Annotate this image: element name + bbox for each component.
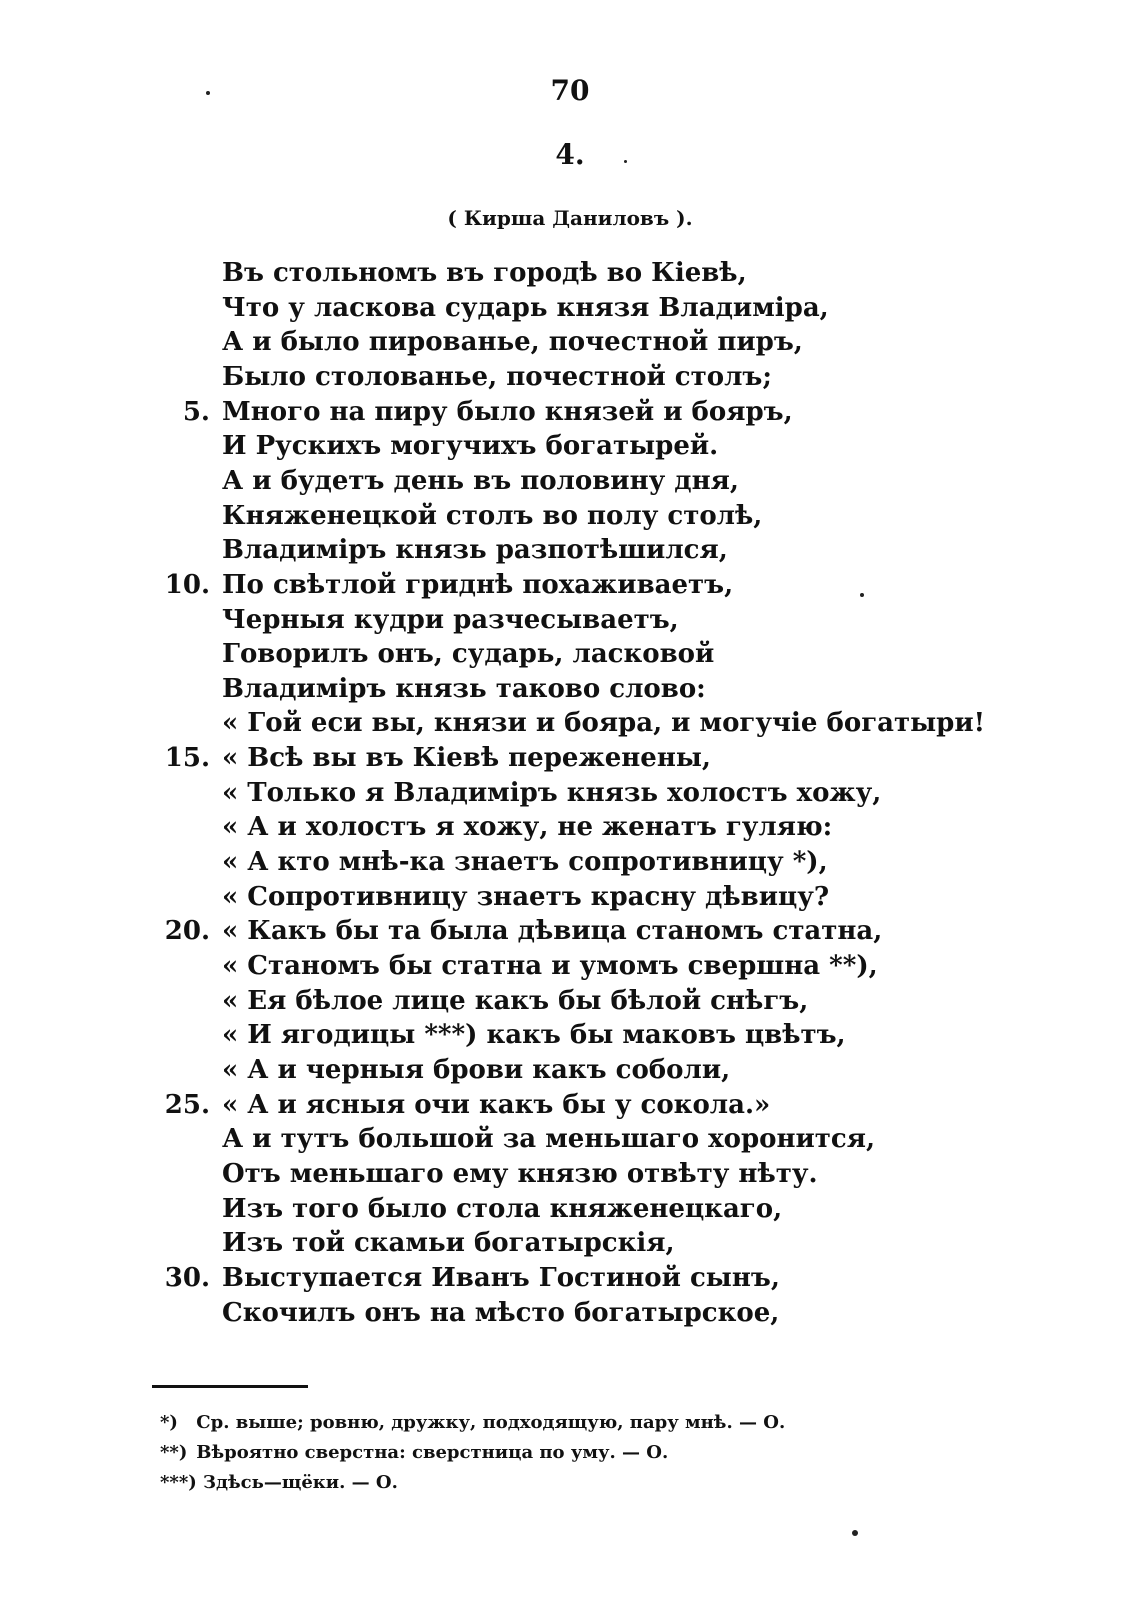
footnote: [160, 1468, 960, 1498]
line-number: 5.: [182, 396, 210, 427]
footnote-divider: [152, 1385, 308, 1388]
print-speck: [624, 160, 627, 163]
line-text: А и было пированье, почестной пиръ,: [222, 327, 803, 358]
line-text: По свѣтлой гриднѣ похаживаетъ,: [222, 569, 734, 600]
line-text: « А и ясныя очи какъ бы у сокола.»: [222, 1089, 771, 1120]
line-text: « А и холостъ я хожу, не женатъ гуляю:: [222, 812, 833, 843]
footnote: [160, 1438, 960, 1468]
line-text: Что у ласкова сударь князя Владиміра,: [222, 292, 829, 323]
footnote-text: Здѣсь—щёки. — О.: [203, 1472, 398, 1493]
print-speck: [852, 1530, 858, 1536]
line-number: 20.: [164, 916, 210, 947]
line-text: Изъ той скамьи богатырскія,: [222, 1228, 675, 1259]
page-number: 70: [550, 74, 590, 107]
line-text: « А и черныя брови какъ соболи,: [222, 1054, 731, 1085]
line-text: А и тутъ большой за меньшаго хоронится,: [222, 1124, 875, 1155]
line-text: Владиміръ князь таково слово:: [222, 673, 706, 704]
line-text: Владиміръ князь разпотѣшился,: [222, 535, 728, 566]
line-number: 25.: [164, 1089, 210, 1120]
line-number: 30.: [164, 1262, 210, 1293]
line-text: Изъ того было стола княженецкаго,: [222, 1193, 783, 1224]
line-text: « Всѣ вы въ Кіевѣ переженены,: [222, 743, 711, 774]
footnote-text: Ср. выше; ровню, дружку, подходящую, пару мнѣ. — О.: [196, 1412, 786, 1433]
line-text: « И ягодицы ***) какъ бы маковъ цвѣтъ,: [222, 1020, 846, 1051]
line-text: Выступается Иванъ Гостиной сынъ,: [222, 1262, 780, 1293]
footnote-mark: **): [160, 1442, 188, 1463]
footnote: [160, 1408, 960, 1438]
line-text: А и будетъ день въ половину дня,: [222, 465, 739, 496]
line-text: Много на пиру было князей и бояръ,: [222, 396, 793, 427]
footnote-mark: ***): [160, 1472, 197, 1493]
line-text: Княженецкой столъ во полу столѣ,: [222, 500, 763, 531]
line-text: « Ея бѣлое лице какъ бы бѣлой снѣгъ,: [222, 985, 809, 1016]
footnote-mark: *): [160, 1412, 178, 1433]
line-number: 15.: [164, 743, 210, 774]
section-number: 4.: [555, 138, 585, 171]
attribution: ( Кирша Даниловъ ).: [447, 206, 693, 230]
line-text: Черныя кудри разчесываетъ,: [222, 604, 679, 635]
line-text: Въ стольномъ въ городѣ во Кіевѣ,: [222, 258, 747, 288]
line-text: « Только я Владиміръ князь холостъ хожу,: [222, 777, 882, 808]
footnote-text: Вѣроятно сверстна: сверстница по уму. — О.: [196, 1442, 669, 1463]
line-text: « Гой еси вы, князи и бояра, и могучіе богатыри!: [222, 708, 986, 739]
footnotes: [160, 1408, 960, 1498]
print-speck: [860, 593, 864, 597]
line-text: Отъ меньшаго ему князю отвѣту нѣту.: [222, 1158, 818, 1189]
print-speck: [206, 91, 210, 95]
line-text: И Рускихъ могучихъ богатырей.: [222, 431, 719, 462]
line-text: « Сопротивницу знаетъ красну дѣвицу?: [222, 881, 830, 912]
line-text: Было столованье, почестной столъ;: [222, 361, 772, 392]
line-text: Говорилъ онъ, сударь, ласковой: [222, 639, 715, 670]
line-text: Скочилъ онъ на мѣсто богатырское,: [222, 1297, 780, 1328]
line-text: « Какъ бы та была дѣвица станомъ статна,: [222, 916, 883, 947]
line-text: « А кто мнѣ-ка знаетъ сопротивницу *),: [222, 847, 828, 878]
line-text: « Станомъ бы статна и умомъ свершна **),: [222, 951, 878, 981]
line-number: 10.: [164, 569, 210, 600]
